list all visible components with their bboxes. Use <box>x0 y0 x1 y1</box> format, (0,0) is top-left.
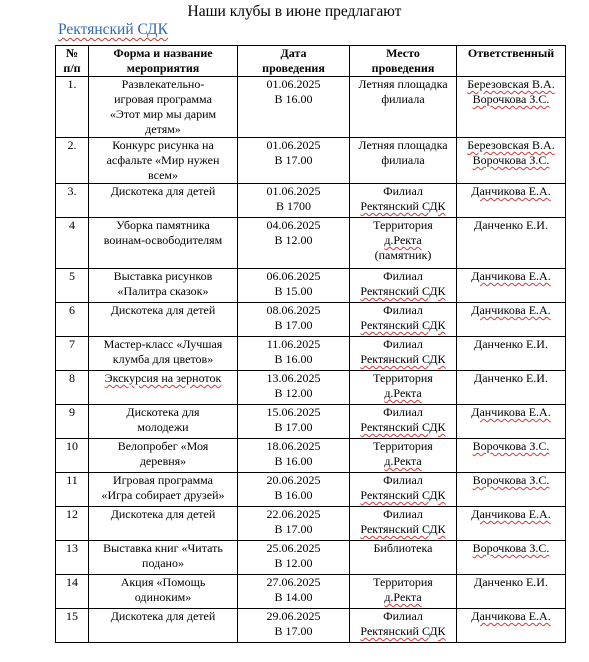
header-date-line: проведения <box>262 61 325 75</box>
cell-event <box>89 541 238 575</box>
header-event-line: мероприятия <box>126 61 200 75</box>
cell-place <box>350 218 457 269</box>
cell-event-line: игровая программа <box>114 92 212 106</box>
cell-responsible-line: Данчикова Е.А. <box>471 609 551 623</box>
cell-date-line: В 12.00 <box>274 233 313 247</box>
cell-place <box>350 473 457 507</box>
header-place <box>350 46 457 77</box>
cell-date <box>238 473 350 507</box>
header-responsible <box>457 46 566 77</box>
cell-place-line: Филиал <box>383 507 423 521</box>
cell-responsible <box>457 303 566 337</box>
cell-responsible <box>457 77 566 138</box>
cell-responsible-line: Данчикова Е.А. <box>471 507 551 521</box>
cell-num: 5 <box>56 269 89 303</box>
cell-date-line: В 17.00 <box>274 522 313 536</box>
cell-event <box>89 184 238 218</box>
cell-date-line: В 17.00 <box>274 153 313 167</box>
cell-place-line: Ректянский СДК <box>360 352 446 366</box>
cell-place-line: Территория <box>373 439 433 453</box>
cell-date <box>238 218 350 269</box>
cell-place-line: Территория <box>373 371 433 385</box>
cell-place-line: Территория <box>373 575 433 589</box>
cell-responsible <box>457 575 566 609</box>
cell-responsible-line: Ворочкова З.С. <box>472 92 550 106</box>
cell-date <box>238 439 350 473</box>
cell-date-line: 27.06.2025 <box>266 575 321 589</box>
cell-event <box>89 439 238 473</box>
cell-place <box>350 507 457 541</box>
cell-event-line: Игровая программа <box>112 473 214 487</box>
cell-date-line: 01.06.2025 <box>266 184 321 198</box>
cell-event-line: Выставка рисунков <box>113 269 213 283</box>
cell-event <box>89 303 238 337</box>
cell-date-line: В 16.00 <box>274 92 313 106</box>
cell-responsible-line: Данченко Е.И. <box>474 337 548 351</box>
cell-date-line: В 16.00 <box>274 454 313 468</box>
cell-place-line: Филиал <box>383 337 423 351</box>
cell-date-line: 25.06.2025 <box>266 541 321 555</box>
cell-event-line: «Этот мир мы дарим <box>109 107 217 121</box>
cell-event-line: «Палитра сказок» <box>117 284 209 298</box>
cell-event-line: подано» <box>142 556 184 570</box>
cell-date-line: В 12.00 <box>274 386 313 400</box>
cell-place-line: Территория <box>373 218 433 232</box>
cell-event <box>89 507 238 541</box>
cell-event <box>89 138 238 184</box>
cell-responsible <box>457 405 566 439</box>
cell-place-line: Филиал <box>383 269 423 283</box>
cell-responsible <box>457 371 566 405</box>
cell-date-line: 29.06.2025 <box>266 609 321 623</box>
table-row <box>56 609 566 643</box>
cell-place <box>350 405 457 439</box>
table-row <box>56 473 566 507</box>
table-row <box>56 507 566 541</box>
cell-event-line: Конкурс рисунка на <box>112 138 214 152</box>
cell-num: 14 <box>56 575 89 609</box>
cell-num: 6 <box>56 303 89 337</box>
events-table <box>55 45 566 643</box>
cell-num: 10 <box>56 439 89 473</box>
cell-date-line: 11.06.2025 <box>266 337 321 351</box>
cell-place-line: Летняя площадка <box>358 138 448 152</box>
cell-event-line: клумба для цветов» <box>112 352 214 366</box>
cell-date-line: В 17.00 <box>274 624 313 638</box>
cell-place-line: Филиал <box>383 609 423 623</box>
cell-place-line: филиала <box>381 153 425 167</box>
cell-num: 9 <box>56 405 89 439</box>
cell-responsible-line: Ворочкова З.С. <box>472 153 550 167</box>
header-event-line: Форма и название <box>113 46 213 60</box>
table-header-row <box>56 46 566 77</box>
header-event <box>89 46 238 77</box>
cell-place <box>350 77 457 138</box>
cell-date-line: 20.06.2025 <box>266 473 321 487</box>
cell-place-line: Библиотека <box>373 541 433 555</box>
cell-place <box>350 337 457 371</box>
page-title: Наши клубы в июне предлагают <box>187 3 402 20</box>
cell-date <box>238 184 350 218</box>
cell-responsible-line: Данченко Е.И. <box>474 218 548 232</box>
cell-event-line: одиноким» <box>134 590 192 604</box>
cell-responsible-line: Данчикова Е.А. <box>471 303 551 317</box>
cell-date-line: 08.06.2025 <box>266 303 321 317</box>
cell-num: 3. <box>56 184 89 218</box>
cell-date-line: В 1700 <box>275 199 311 213</box>
cell-event <box>89 575 238 609</box>
cell-event-line: Мастер-класс «Лучшая <box>103 337 223 351</box>
table-row <box>56 138 566 184</box>
cell-date <box>238 138 350 184</box>
cell-event <box>89 269 238 303</box>
cell-num: 8 <box>56 371 89 405</box>
cell-responsible <box>457 541 566 575</box>
cell-num: 15 <box>56 609 89 643</box>
cell-event <box>89 405 238 439</box>
cell-responsible <box>457 269 566 303</box>
cell-place-line: Филиал <box>383 184 423 198</box>
cell-place-line: (памятник) <box>374 248 432 262</box>
header-num <box>56 46 89 77</box>
cell-place-line: д.Ректа <box>384 386 422 400</box>
table-row <box>56 371 566 405</box>
cell-date-line: 01.06.2025 <box>266 138 321 152</box>
cell-event-line: Велопробег «Моя <box>117 439 209 453</box>
cell-date <box>238 405 350 439</box>
organization-name: Ректянский СДК <box>58 21 168 38</box>
cell-date <box>238 269 350 303</box>
cell-responsible-line: Березовская В.А. <box>467 138 555 152</box>
events-table-body <box>56 77 566 643</box>
cell-date-line: 22.06.2025 <box>266 507 321 521</box>
cell-date <box>238 609 350 643</box>
table-row <box>56 184 566 218</box>
cell-place-line: Ректянский СДК <box>360 284 446 298</box>
cell-place <box>350 439 457 473</box>
cell-num: 1. <box>56 77 89 138</box>
cell-event <box>89 337 238 371</box>
cell-event-line: Дискотека для детей <box>110 184 216 198</box>
cell-date <box>238 371 350 405</box>
cell-event <box>89 609 238 643</box>
cell-responsible-line: Ворочкова З.С. <box>472 473 550 487</box>
cell-event-line: Экскурсия на зерноток <box>104 371 222 385</box>
cell-place-line: Филиал <box>383 303 423 317</box>
cell-responsible <box>457 439 566 473</box>
cell-num: 2. <box>56 138 89 184</box>
cell-place-line: Ректянский СДК <box>360 522 446 536</box>
cell-date <box>238 575 350 609</box>
cell-event-line: воинам-освободителям <box>103 233 223 247</box>
cell-num: 7 <box>56 337 89 371</box>
cell-event-line: Дискотека для детей <box>110 507 216 521</box>
cell-place-line: д.Ректа <box>384 454 422 468</box>
cell-date-line: В 15.00 <box>274 284 313 298</box>
cell-date-line: В 12.00 <box>274 556 313 570</box>
cell-place <box>350 541 457 575</box>
cell-date-line: 06.06.2025 <box>266 269 321 283</box>
cell-date <box>238 77 350 138</box>
header-num-line: № <box>65 46 79 60</box>
cell-responsible <box>457 337 566 371</box>
cell-responsible-line: Данченко Е.И. <box>474 575 548 589</box>
table-row <box>56 77 566 138</box>
header-place-line: проведения <box>371 61 435 75</box>
cell-place <box>350 303 457 337</box>
cell-num: 4 <box>56 218 89 269</box>
cell-responsible <box>457 473 566 507</box>
cell-num: 11 <box>56 473 89 507</box>
cell-place <box>350 138 457 184</box>
cell-place-line: д.Ректа <box>384 233 422 247</box>
cell-place-line: Ректянский СДК <box>360 420 446 434</box>
cell-event-line: деревня» <box>139 454 187 468</box>
cell-place-line: д.Ректа <box>384 590 422 604</box>
cell-date-line: В 14.00 <box>274 590 313 604</box>
cell-place <box>350 609 457 643</box>
cell-event <box>89 473 238 507</box>
cell-responsible-line: Ворочкова З.С. <box>472 439 550 453</box>
cell-date-line: 13.06.2025 <box>266 371 321 385</box>
cell-place-line: Летняя площадка <box>358 77 448 91</box>
cell-date-line: В 16.00 <box>274 352 313 366</box>
cell-place-line: филиала <box>381 92 425 106</box>
cell-responsible-line: Ворочкова З.С. <box>472 541 550 555</box>
header-responsible-line: Ответственный <box>467 46 555 60</box>
cell-responsible-line: Данченко Е.И. <box>474 371 548 385</box>
cell-place-line: Филиал <box>383 405 423 419</box>
cell-place <box>350 269 457 303</box>
cell-event-line: Выставка книг «Читать <box>103 541 223 555</box>
cell-place <box>350 575 457 609</box>
header-date <box>238 46 350 77</box>
table-row <box>56 337 566 371</box>
cell-responsible <box>457 507 566 541</box>
cell-event <box>89 371 238 405</box>
cell-date-line: В 16.00 <box>274 488 313 502</box>
cell-date-line: 18.06.2025 <box>266 439 321 453</box>
cell-event-line: молодежи <box>137 420 189 434</box>
cell-event <box>89 77 238 138</box>
cell-num: 12 <box>56 507 89 541</box>
cell-date <box>238 337 350 371</box>
cell-responsible-line: Данчикова Е.А. <box>471 405 551 419</box>
cell-date-line: 15.06.2025 <box>266 405 321 419</box>
cell-place-line: Ректянский СДК <box>360 624 446 638</box>
cell-num: 13 <box>56 541 89 575</box>
header-num-line: п/п <box>63 61 81 75</box>
cell-event <box>89 218 238 269</box>
cell-date-line: 01.06.2025 <box>266 77 321 91</box>
cell-event-line: всем» <box>148 168 178 182</box>
cell-place-line: Ректянский СДК <box>360 318 446 332</box>
cell-date-line: В 17.00 <box>274 318 313 332</box>
cell-responsible-line: Данчикова Е.А. <box>471 184 551 198</box>
cell-responsible <box>457 138 566 184</box>
cell-date <box>238 541 350 575</box>
header-date-line: Дата <box>280 46 307 60</box>
cell-place <box>350 371 457 405</box>
cell-event-line: Уборка памятника <box>116 218 210 232</box>
table-row <box>56 439 566 473</box>
cell-event-line: Развлекательно- <box>121 77 205 91</box>
cell-event-line: детям» <box>145 122 181 136</box>
cell-event-line: Дискотека для <box>126 405 200 419</box>
cell-event-line: «Игра собирает друзей» <box>101 488 225 502</box>
cell-responsible <box>457 609 566 643</box>
cell-responsible-line: Березовская В.А. <box>467 77 555 91</box>
table-row <box>56 575 566 609</box>
cell-responsible-line: Данчикова Е.А. <box>471 269 551 283</box>
header-place-line: Место <box>386 46 420 60</box>
cell-date <box>238 507 350 541</box>
table-row <box>56 269 566 303</box>
cell-place-line: Ректянский СДК <box>360 199 446 213</box>
cell-responsible <box>457 218 566 269</box>
cell-date-line: В 17.00 <box>274 420 313 434</box>
cell-place <box>350 184 457 218</box>
cell-event-line: Дискотека для детей <box>110 609 216 623</box>
cell-place-line: Ректянский СДК <box>360 488 446 502</box>
cell-event-line: Дискотека для детей <box>110 303 216 317</box>
cell-date-line: 04.06.2025 <box>266 218 321 232</box>
table-row <box>56 218 566 269</box>
cell-responsible <box>457 184 566 218</box>
cell-event-line: Акция «Помощь <box>120 575 206 589</box>
cell-event-line: асфальте «Мир нужен <box>106 153 220 167</box>
table-row <box>56 405 566 439</box>
table-row <box>56 303 566 337</box>
cell-place-line: Филиал <box>383 473 423 487</box>
table-row <box>56 541 566 575</box>
cell-date <box>238 303 350 337</box>
